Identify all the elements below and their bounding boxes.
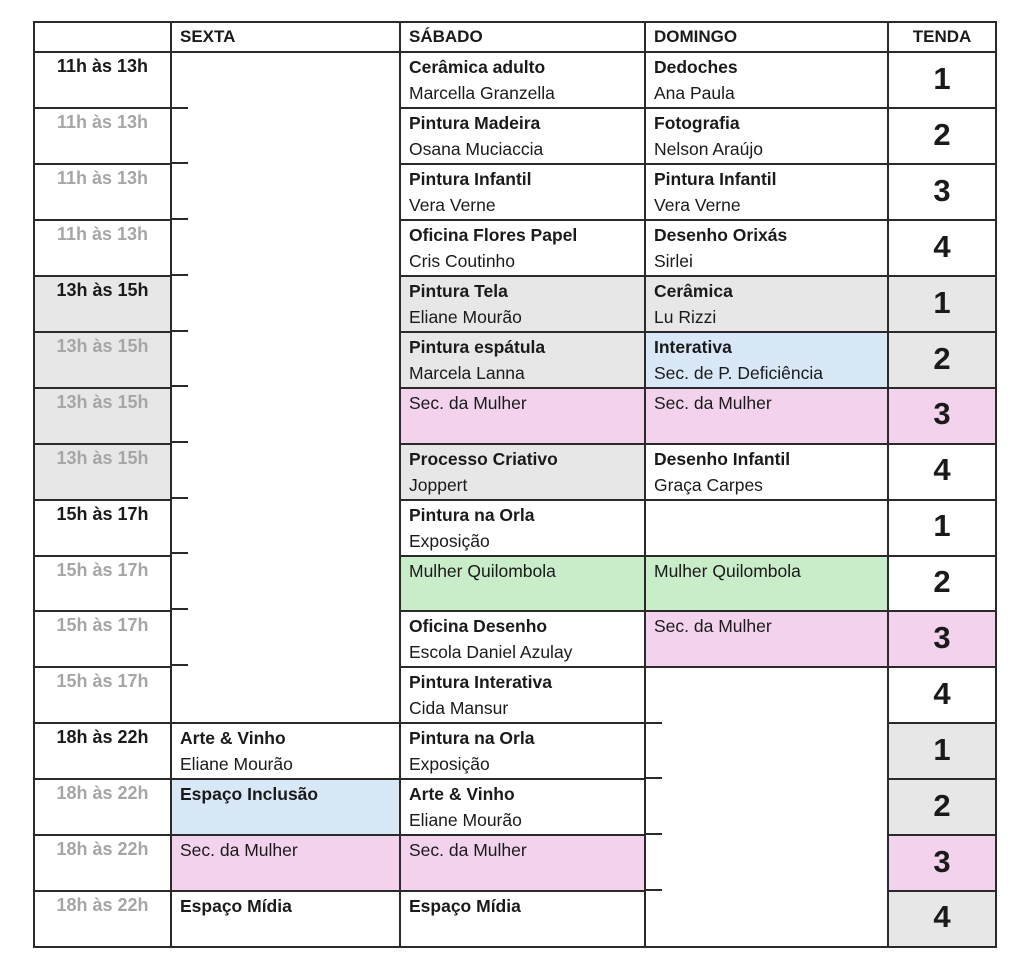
activity-instructor: Sirlei (654, 251, 693, 271)
activity-instructor: Marcela Lanna (409, 363, 525, 383)
activity-title: Cerâmica (654, 281, 733, 301)
activity-cell-sexta (171, 723, 400, 779)
time-cell: 18h às 22h (34, 891, 171, 947)
activity-cell-sabado (400, 276, 645, 332)
border-stub (172, 608, 188, 610)
activity-cell-sabado (400, 779, 645, 835)
border-stub (646, 777, 662, 779)
tenda-cell: 4 (888, 667, 996, 723)
activity-instructor: Osana Muciaccia (409, 139, 544, 159)
activity-instructor: Ana Paula (654, 83, 735, 103)
activity-cell-domingo (645, 388, 888, 444)
activity-title: Sec. da Mulher (180, 840, 298, 861)
time-cell: 15h às 17h (34, 667, 171, 723)
tenda-cell: 3 (888, 388, 996, 444)
activity-title: Dedoches (654, 57, 738, 77)
activity-cell-sabado (400, 220, 645, 276)
activity-cell-sexta (171, 779, 400, 835)
activity-cell-sabado (400, 164, 645, 220)
empty-merged-cell-sexta (171, 52, 400, 723)
activity-title: Sec. da Mulher (654, 616, 772, 637)
time-cell: 11h às 13h (34, 108, 171, 164)
border-stub (172, 107, 188, 109)
activity-cell-domingo (645, 52, 888, 108)
time-cell: 15h às 17h (34, 611, 171, 667)
activity-instructor: Joppert (409, 474, 468, 495)
schedule-table (33, 21, 997, 948)
activity-title: Pintura Infantil (654, 169, 777, 189)
activity-instructor: Lu Rizzi (654, 307, 717, 327)
activity-title: Pintura na Orla (409, 728, 535, 749)
tenda-cell: 3 (888, 835, 996, 891)
activity-title: Arte & Vinho (409, 784, 515, 805)
border-stub (172, 664, 188, 666)
time-cell: 13h às 15h (34, 332, 171, 388)
column-header-domingo: DOMINGO (645, 22, 888, 52)
activity-title: Fotografia (654, 113, 740, 133)
tenda-cell: 1 (888, 723, 996, 779)
tenda-cell: 2 (888, 556, 996, 612)
activity-cell-sabado (400, 500, 645, 556)
activity-title: Espaço Mídia (409, 896, 521, 917)
activity-cell-sabado (400, 891, 645, 947)
activity-title: Mulher Quilombola (654, 560, 801, 581)
activity-instructor: Cris Coutinho (409, 251, 516, 271)
activity-cell-domingo (645, 164, 888, 220)
border-stub (172, 385, 188, 387)
time-cell: 11h às 13h (34, 220, 171, 276)
activity-instructor: Vera Verne (409, 195, 496, 215)
activity-cell-sabado (400, 611, 645, 667)
activity-title: Arte & Vinho (180, 728, 286, 749)
activity-title: Oficina Desenho (409, 616, 548, 637)
time-cell: 13h às 15h (34, 444, 171, 500)
activity-title: Espaço Mídia (180, 896, 292, 917)
border-stub (172, 497, 188, 499)
tenda-cell: 3 (888, 164, 996, 220)
tenda-cell: 1 (888, 276, 996, 332)
activity-cell-domingo (645, 108, 888, 164)
activity-title: Sec. da Mulher (409, 393, 527, 413)
activity-title: Espaço Inclusão (180, 784, 319, 805)
schedule-page (33, 21, 997, 948)
activity-cell-domingo (645, 611, 888, 667)
time-cell: 18h às 22h (34, 723, 171, 779)
time-cell: 13h às 15h (34, 276, 171, 332)
activity-cell-sexta (171, 891, 400, 947)
activity-title: Pintura Tela (409, 281, 508, 301)
activity-title: Oficina Flores Papel (409, 225, 578, 245)
column-header-tenda: TENDA (888, 22, 996, 52)
activity-cell-domingo (645, 276, 888, 332)
activity-instructor: Exposição (409, 530, 490, 551)
column-header-time (34, 22, 171, 52)
activity-instructor: Exposição (409, 754, 490, 775)
activity-cell-domingo (645, 220, 888, 276)
activity-instructor: Eliane Mourão (409, 810, 522, 831)
activity-title: Interativa (654, 337, 732, 357)
border-stub (646, 722, 662, 724)
tenda-cell: 4 (888, 891, 996, 947)
border-stub (646, 889, 662, 891)
activity-cell-domingo (645, 500, 888, 556)
activity-title: Pintura Infantil (409, 169, 532, 189)
activity-title: Cerâmica adulto (409, 57, 546, 77)
activity-instructor: Eliane Mourão (409, 307, 522, 327)
table-row (34, 52, 996, 108)
activity-instructor: Nelson Araújo (654, 139, 763, 159)
activity-title: Sec. da Mulher (654, 393, 772, 413)
activity-title: Desenho Infantil (654, 448, 791, 469)
tenda-cell: 2 (888, 332, 996, 388)
time-cell: 15h às 17h (34, 500, 171, 556)
activity-cell-sabado (400, 108, 645, 164)
tenda-cell: 2 (888, 108, 996, 164)
activity-title: Pintura Madeira (409, 113, 541, 133)
tenda-cell: 4 (888, 444, 996, 500)
time-cell: 18h às 22h (34, 835, 171, 891)
time-cell: 13h às 15h (34, 388, 171, 444)
border-stub (172, 330, 188, 332)
tenda-cell: 1 (888, 500, 996, 556)
activity-instructor: Escola Daniel Azulay (409, 642, 573, 663)
time-cell: 11h às 13h (34, 164, 171, 220)
activity-title: Pintura Interativa (409, 672, 552, 693)
activity-cell-sabado (400, 388, 645, 444)
activity-cell-sabado (400, 556, 645, 612)
empty-merged-cell-domingo (645, 667, 888, 946)
activity-cell-domingo (645, 444, 888, 500)
activity-title: Pintura na Orla (409, 504, 535, 525)
activity-cell-sabado (400, 723, 645, 779)
activity-title: Mulher Quilombola (409, 560, 556, 581)
activity-cell-domingo (645, 332, 888, 388)
activity-cell-sexta (171, 835, 400, 891)
border-stub (172, 274, 188, 276)
border-stub (172, 218, 188, 220)
activity-instructor: Vera Verne (654, 195, 741, 215)
schedule-body (34, 52, 996, 947)
header-row (34, 22, 996, 52)
time-cell: 18h às 22h (34, 779, 171, 835)
border-stub (172, 162, 188, 164)
tenda-cell: 1 (888, 52, 996, 108)
time-cell: 15h às 17h (34, 556, 171, 612)
activity-title: Pintura espátula (409, 337, 546, 357)
tenda-cell: 2 (888, 779, 996, 835)
activity-cell-sabado (400, 332, 645, 388)
border-stub (646, 833, 662, 835)
time-cell: 11h às 13h (34, 52, 171, 108)
activity-cell-domingo (645, 556, 888, 612)
tenda-cell: 4 (888, 220, 996, 276)
activity-cell-sabado (400, 444, 645, 500)
activity-instructor: Marcella Granzella (409, 83, 555, 103)
activity-title: Processo Criativo (409, 448, 558, 469)
activity-cell-sabado (400, 52, 645, 108)
activity-title: Desenho Orixás (654, 225, 788, 245)
activity-cell-sabado (400, 835, 645, 891)
column-header-sabado: SÁBADO (400, 22, 645, 52)
border-stub (172, 441, 188, 443)
activity-title: Sec. da Mulher (409, 840, 527, 861)
activity-cell-sabado (400, 667, 645, 723)
tenda-cell: 3 (888, 611, 996, 667)
column-header-sexta: SEXTA (171, 22, 400, 52)
activity-instructor: Sec. de P. Deficiência (654, 363, 823, 383)
activity-instructor: Cida Mansur (409, 698, 509, 719)
activity-instructor: Graça Carpes (654, 474, 763, 495)
activity-instructor: Eliane Mourão (180, 754, 293, 775)
border-stub (172, 552, 188, 554)
